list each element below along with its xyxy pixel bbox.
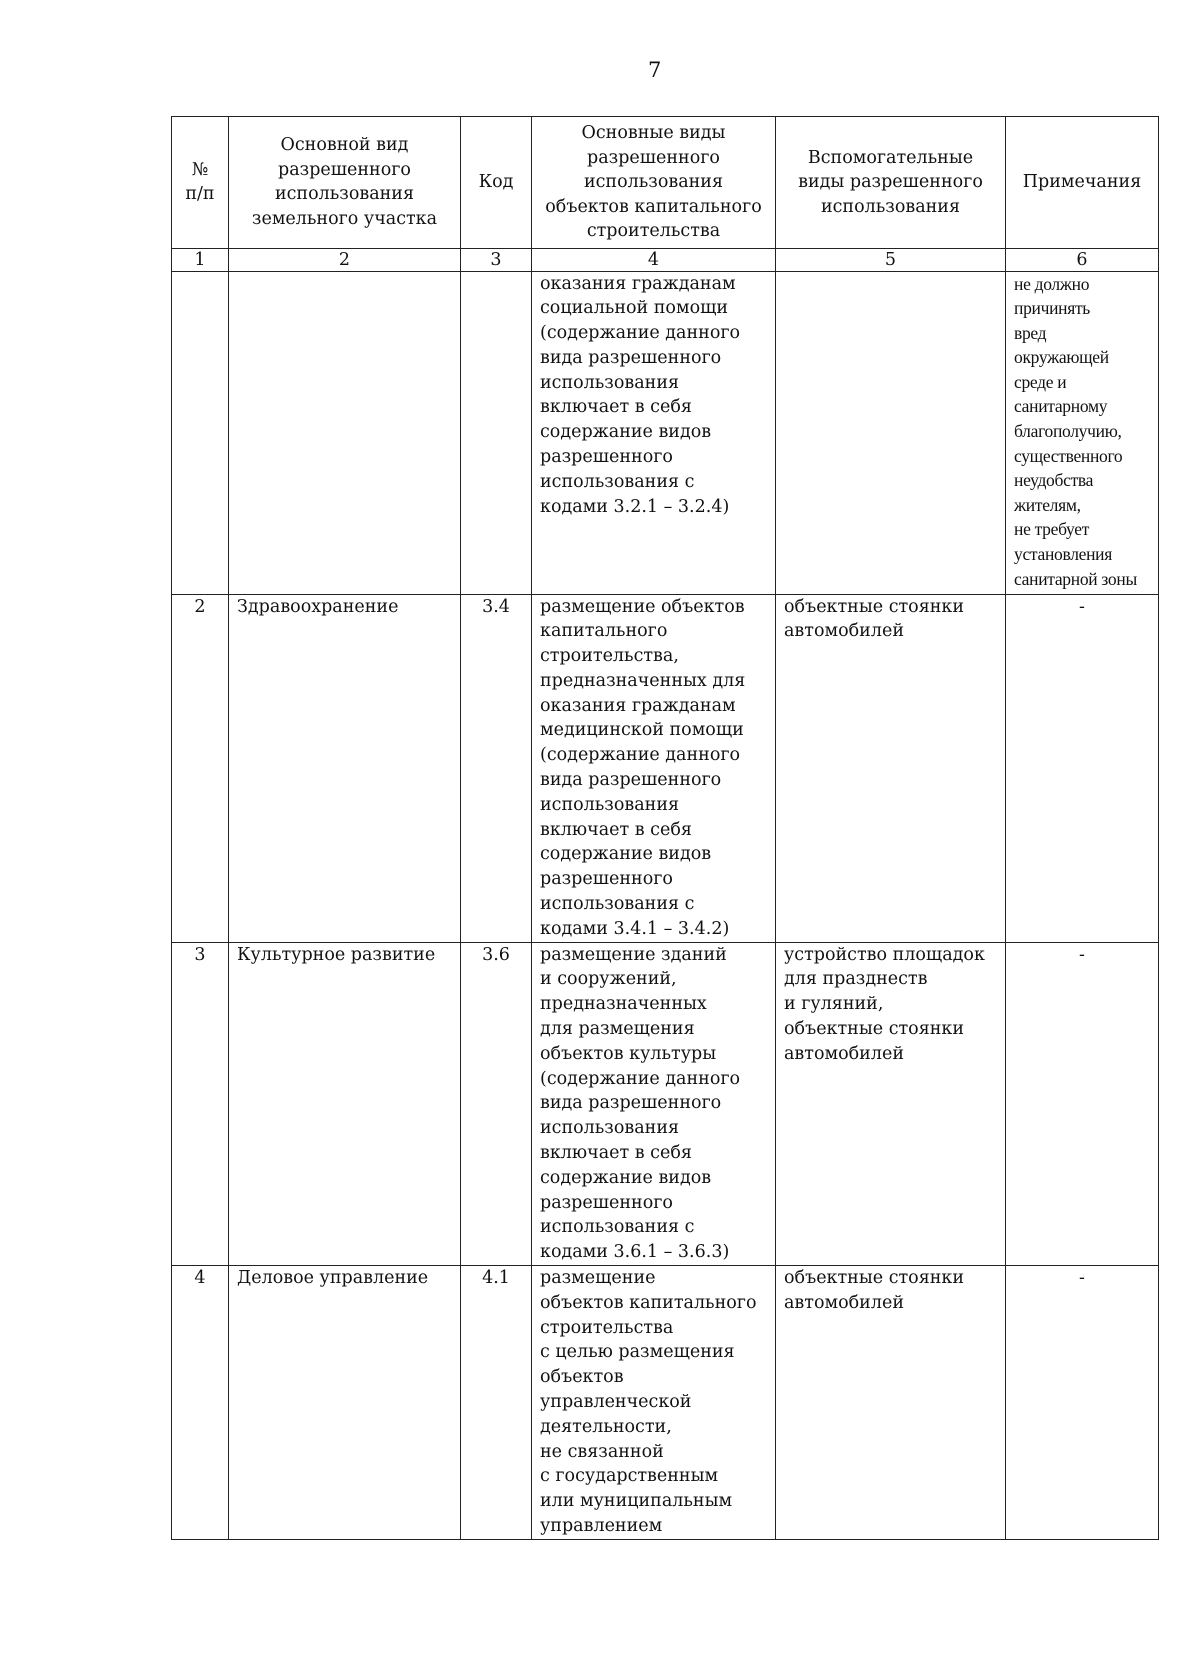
column-number: 5 bbox=[776, 248, 1006, 271]
row-main-uses: размещение объектов капитального строительства, предназначенных для оказания гражданам медицинской помощи (содержание данного вида разрешенного использования включает в себя содержание видов разрешенного использования с кодами 3.4.1 – 3.4.2) bbox=[532, 594, 776, 942]
row-aux-uses bbox=[776, 271, 1006, 594]
row-kind: Здравоохранение bbox=[229, 594, 461, 942]
row-notes: - bbox=[1006, 1266, 1159, 1540]
row-code: 3.4 bbox=[461, 594, 532, 942]
row-kind: Деловое управление bbox=[229, 1266, 461, 1540]
row-num bbox=[172, 271, 229, 594]
column-number: 2 bbox=[229, 248, 461, 271]
column-number: 3 bbox=[461, 248, 532, 271]
row-main-uses: размещение объектов капитального строительства с целью размещения объектов управленческой деятельности, не связанной с государственным или муниципальным управлением bbox=[532, 1266, 776, 1540]
row-code: 4.1 bbox=[461, 1266, 532, 1540]
row-aux-uses: объектные стоянки автомобилей bbox=[776, 1266, 1006, 1540]
header-code: Код bbox=[461, 117, 532, 249]
table-row bbox=[172, 942, 1159, 1265]
column-number: 4 bbox=[532, 248, 776, 271]
row-notes: - bbox=[1006, 594, 1159, 942]
row-aux-uses: устройство площадок для празднеств и гуляний, объектные стоянки автомобилей bbox=[776, 942, 1006, 1265]
row-num: 3 bbox=[172, 942, 229, 1265]
row-aux-uses: объектные стоянки автомобилей bbox=[776, 594, 1006, 942]
row-num: 4 bbox=[172, 1266, 229, 1540]
header-kind: Основной вид разрешенного использования земельного участка bbox=[229, 117, 461, 249]
header-notes: Примечания bbox=[1006, 117, 1159, 249]
row-notes: - bbox=[1006, 942, 1159, 1265]
page-number: 7 bbox=[648, 58, 662, 82]
header-num: № п/п bbox=[172, 117, 229, 249]
row-kind: Культурное развитие bbox=[229, 942, 461, 1265]
row-main-uses: размещение зданий и сооружений, предназначенных для размещения объектов культуры (содержание данного вида разрешенного использования включает в себя содержание видов разрешенного использования с кодами 3.6.1 – 3.6.3) bbox=[532, 942, 776, 1265]
row-kind bbox=[229, 271, 461, 594]
column-number-row bbox=[172, 248, 1159, 271]
table-row bbox=[172, 271, 1159, 594]
table-row bbox=[172, 1266, 1159, 1540]
column-number: 6 bbox=[1006, 248, 1159, 271]
row-code: 3.6 bbox=[461, 942, 532, 1265]
header-main-uses: Основные виды разрешенного использования объектов капитального строительства bbox=[532, 117, 776, 249]
header-aux-uses: Вспомогательные виды разрешенного использования bbox=[776, 117, 1006, 249]
row-main-uses: оказания гражданам социальной помощи (содержание данного вида разрешенного использования включает в себя содержание видов разрешенного использования с кодами 3.2.1 – 3.2.4) bbox=[532, 271, 776, 594]
column-number: 1 bbox=[172, 248, 229, 271]
land-use-table bbox=[171, 116, 1159, 1540]
row-notes: не должно причинять вред окружающей среде и санитарному благополучию, существенного неудобства жителям, не требует установления санитарной зоны bbox=[1006, 271, 1159, 594]
row-code bbox=[461, 271, 532, 594]
table-header-row bbox=[172, 117, 1159, 249]
row-num: 2 bbox=[172, 594, 229, 942]
table-row bbox=[172, 594, 1159, 942]
